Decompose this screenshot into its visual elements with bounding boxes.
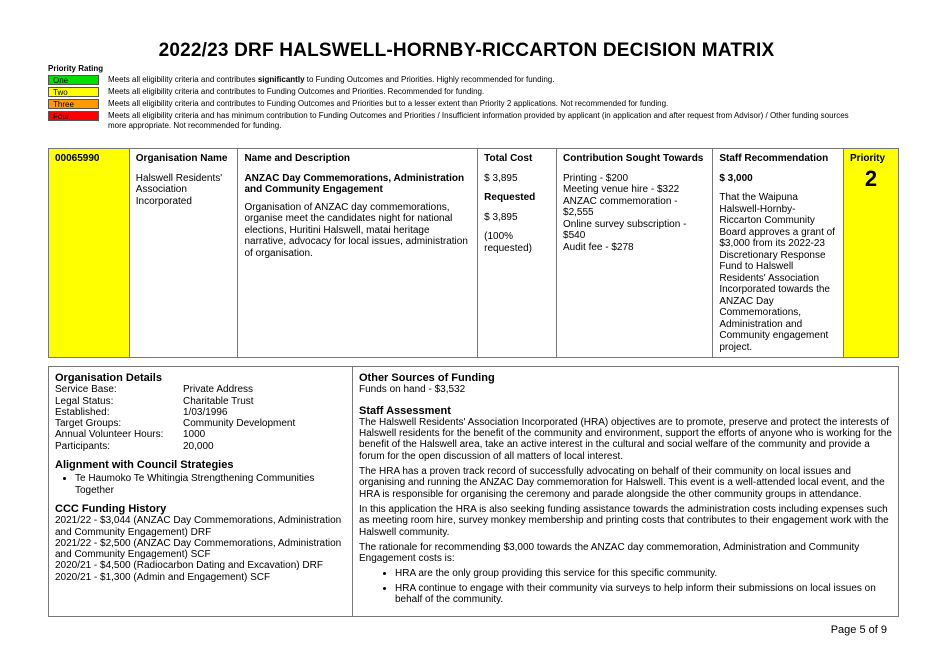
page-number: Page 5 of 9	[830, 624, 887, 636]
staff-recommendation-text: That the Waipuna Halswell-Hornby-Riccarton Community Board approves a grant of $3,000 from its 2022-23 Discretionary Response Fund to Halswell Residents' Association Incorporated towards the ANZAC Day Commemorations, Administration and Community engagement project.	[719, 192, 835, 353]
requested-percent: (100% requested)	[484, 231, 532, 254]
details-panel	[48, 366, 899, 617]
contribution-item: Audit fee - $278	[563, 241, 634, 253]
requested-amount: $ 3,895	[484, 211, 518, 223]
priority-emphasis: significantly	[257, 75, 305, 84]
details-right-column	[353, 367, 898, 616]
detail-key: Legal Status:	[55, 395, 114, 407]
staff-recommendation-cell	[713, 149, 844, 358]
priority-swatch: Four	[48, 111, 99, 121]
total-cost-header: Total Cost	[484, 153, 533, 164]
organisation-name: Halswell Residents' Association Incorporated	[135, 172, 223, 207]
name-description-header: Name and Description	[244, 153, 351, 164]
project-description: Organisation of ANZAC day commemorations, organise meet the candidates night for national elections, Huritini Halswell, matai heritage narrative, advocacy for local issues, administration of organisation.	[244, 201, 468, 259]
alignment-item: • Te Haumoko Te Whitingia Strengthening Communities Together	[75, 473, 346, 496]
total-cost-cell	[478, 149, 557, 358]
organisation-details-list	[55, 384, 346, 452]
staff-recommendation-header: Staff Recommendation	[719, 153, 829, 164]
priority-header: Priority	[850, 153, 886, 164]
contribution-item: Printing - $200	[563, 172, 629, 184]
table-row	[49, 149, 899, 358]
priority-swatch: Two	[48, 87, 99, 97]
assessment-paragraph: The rationale for recommending $3,000 towards the ANZAC day commemoration, Administration and Community Engagement costs is:	[359, 541, 860, 565]
staff-assessment-bullets	[359, 568, 892, 605]
priority-cell	[844, 149, 899, 358]
organisation-cell	[129, 149, 238, 358]
organisation-header: Organisation Name	[135, 153, 228, 164]
detail-value: 1000	[183, 429, 206, 441]
detail-key: Target Groups:	[55, 418, 122, 430]
contribution-header: Contribution Sought Towards	[563, 153, 704, 164]
organisation-detail-row	[55, 407, 346, 418]
detail-value: Private Address	[183, 384, 254, 396]
contribution-item: Meeting venue hire - $322	[563, 184, 680, 195]
detail-value: Charitable Trust	[183, 395, 254, 407]
assessment-paragraph: The Halswell Residents' Association Incorporated (HRA) objectives are to promote, preserve and protect the interests of Halswell residents for the benefit of the community and environment, support the efforts of anyone who is working for the benefit of the Halswell area, take an active interest in the cultural and social welfare of the community and provide a forum for the open discussion of all matters of local interest.	[359, 416, 892, 462]
priority-description: Meets all eligibility criteria and contributes to Funding Outcomes and Priorities but to a lesser extent than Priority 2 applications. Not recommended for funding.	[108, 99, 669, 108]
contribution-item: ANZAC commemoration - $2,555	[563, 195, 678, 218]
funding-history-item: 2021/22 - $3,044 (ANZAC Day Commemorations, Administration and Community Engagement) DRF	[55, 515, 342, 538]
priority-description: Meets all eligibility criteria and contributes significantly to Funding Outcomes and Priorities. Highly recommended for funding.	[108, 75, 555, 84]
detail-key: Participants:	[55, 440, 111, 452]
other-sources-heading: Other Sources of Funding	[359, 372, 495, 384]
priority-rating-row	[48, 111, 868, 131]
funding-history-item: 2021/22 - $2,500 (ANZAC Day Commemorations, Administration and Community Engagement) SCF	[55, 537, 342, 561]
total-cost-value: $ 3,895	[484, 172, 518, 184]
page-title: 2022/23 DRF HALSWELL-HORNBY-RICCARTON DECISION MATRIX	[158, 40, 775, 61]
alignment-heading: Alignment with Council Strategies	[55, 459, 234, 472]
decision-matrix-table	[48, 148, 899, 358]
detail-value: 1/03/1996	[183, 406, 228, 418]
assessment-paragraph: In this application the HRA is also seeking funding assistance towards the administration costs including expenses such as meeting room hire, survey monkey membership and printing costs that contributes to their engagement work with the Halswell community.	[359, 503, 889, 538]
detail-value: 20,000	[183, 440, 214, 452]
staff-assessment-heading: Staff Assessment	[359, 404, 451, 417]
alignment-list	[55, 473, 346, 496]
priority-rating-row	[48, 87, 868, 97]
priority-value: 2	[864, 165, 878, 191]
funding-history-item: 2020/21 - $4,500 (Radiocarbon Dating and Excavation) DRF	[55, 560, 323, 572]
priority-rating-row	[48, 75, 868, 85]
funding-history-item: 2020/21 - $1,300 (Admin and Engagement) SCF	[55, 571, 271, 583]
contribution-list	[563, 173, 706, 254]
contribution-cell	[557, 149, 713, 358]
organisation-detail-row	[55, 429, 346, 440]
organisation-detail-row	[55, 418, 346, 429]
detail-value: Community Development	[183, 418, 296, 430]
staff-recommendation-amount: $ 3,000	[719, 172, 753, 184]
organisation-detail-row	[55, 441, 346, 452]
name-description-cell	[238, 149, 478, 358]
detail-key: Established:	[55, 406, 110, 418]
contribution-item: Online survey subscription - $540	[563, 218, 687, 241]
other-sources-text: Funds on hand - $3,532	[359, 384, 466, 396]
detail-key: Annual Volunteer Hours:	[55, 429, 164, 441]
priority-description: Meets all eligibility criteria and contributes to Funding Outcomes and Priorities. Recommended for funding.	[108, 87, 485, 96]
priority-description: Meets all eligibility criteria and has minimum contribution to Funding Outcomes and Priorities / Insufficient information provided by applicant (in application and after request from Advisor) / Other funding sources more appropriate. Not recommended for funding.	[108, 111, 849, 130]
funding-history-list	[55, 515, 346, 583]
application-id-cell	[49, 149, 130, 358]
priority-rating-row	[48, 99, 868, 109]
assessment-paragraph: The HRA has a proven track record of successfully advocating on behalf of their community on local issues and organising and running the ANZAC Day commemoration for Halswell. This event is a well-attended local event, and the HRA is responsible for organising the ceremony and parade alongside the other community groups in attendance.	[359, 466, 885, 500]
organisation-detail-row	[55, 384, 346, 395]
priority-rating-heading: Priority Rating	[48, 64, 104, 73]
assessment-bullet: • HRA are the only group providing this service for this specific community.	[395, 568, 892, 579]
assessment-bullet: • HRA continue to engage with their community via surveys to help inform their submissions on local issues on behalf of the community.	[395, 583, 892, 606]
project-name: ANZAC Day Commemorations, Administration and Community Engagement	[244, 172, 465, 195]
priority-swatch: Three	[48, 99, 99, 109]
detail-key: Service Base:	[55, 384, 117, 396]
organisation-details-heading: Organisation Details	[55, 372, 162, 384]
staff-assessment-body	[359, 417, 892, 565]
funding-history-heading: CCC Funding History	[55, 502, 167, 515]
organisation-detail-row	[55, 396, 346, 407]
priority-swatch: One	[48, 75, 99, 85]
application-id: 00065990	[55, 153, 100, 164]
requested-label: Requested	[484, 192, 536, 203]
details-left-column	[49, 367, 353, 616]
